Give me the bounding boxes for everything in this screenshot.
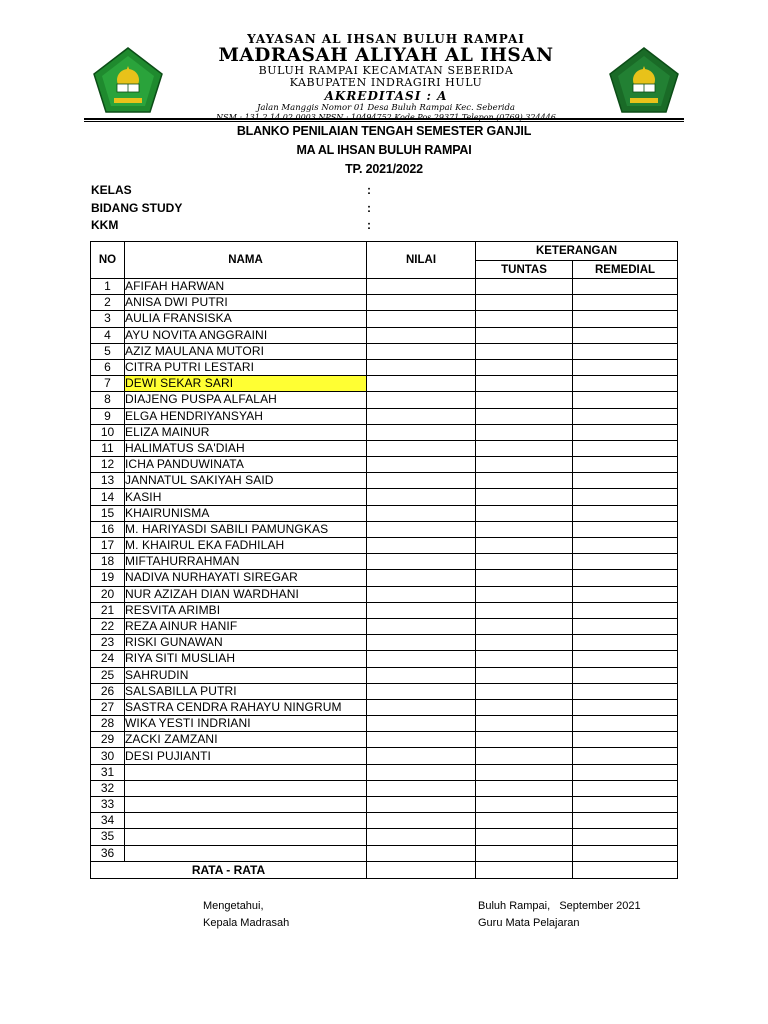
remedial-cell[interactable]: [573, 392, 678, 408]
remedial-cell[interactable]: [573, 408, 678, 424]
tuntas-cell[interactable]: [476, 392, 573, 408]
student-name: JANNATUL SAKIYAH SAID: [125, 473, 367, 489]
student-name: WIKA YESTI INDRIANI: [125, 716, 367, 732]
nilai-cell[interactable]: [367, 764, 476, 780]
table-row: [91, 489, 678, 505]
header-remedial: REMEDIAL: [573, 261, 678, 279]
foundation-name: YAYASAN AL IHSAN BULUH RAMPAI: [247, 32, 525, 46]
letterhead-rule-thick: [84, 118, 684, 120]
signature-left-line-2: Kepala Madrasah: [203, 917, 290, 929]
nilai-cell[interactable]: [367, 359, 476, 375]
row-number: 21: [91, 602, 125, 618]
row-number: 15: [91, 505, 125, 521]
tuntas-cell[interactable]: [476, 813, 573, 829]
nilai-cell[interactable]: [367, 829, 476, 845]
tuntas-cell[interactable]: [476, 780, 573, 796]
remedial-cell[interactable]: [573, 813, 678, 829]
header-nama: NAMA: [125, 242, 367, 279]
nilai-cell[interactable]: [367, 570, 476, 586]
tuntas-cell[interactable]: [476, 716, 573, 732]
tuntas-cell[interactable]: [476, 359, 573, 375]
table-row: [91, 327, 678, 343]
row-number: 2: [91, 295, 125, 311]
remedial-cell[interactable]: [573, 602, 678, 618]
student-name: AZIZ MAULANA MUTORI: [125, 343, 367, 359]
student-name: AFIFAH HARWAN: [125, 279, 367, 295]
student-name: M. KHAIRUL EKA FADHILAH: [125, 538, 367, 554]
document-title: [0, 122, 768, 179]
student-name: [125, 813, 367, 829]
table-row: [91, 521, 678, 537]
remedial-cell[interactable]: [573, 311, 678, 327]
row-number: 26: [91, 683, 125, 699]
kkm-label: KKM: [91, 218, 119, 232]
nilai-cell[interactable]: [367, 683, 476, 699]
table-row: [91, 505, 678, 521]
row-number: 6: [91, 359, 125, 375]
title-line-2: MA AL IHSAN BULUH RAMPAI: [296, 143, 472, 157]
student-name: ELGA HENDRIYANSYAH: [125, 408, 367, 424]
row-number: 23: [91, 635, 125, 651]
row-number: 10: [91, 424, 125, 440]
table-row: [91, 845, 678, 861]
remedial-cell[interactable]: [573, 521, 678, 537]
remedial-cell[interactable]: [573, 618, 678, 634]
student-name: RESVITA ARIMBI: [125, 602, 367, 618]
table-row: [91, 343, 678, 359]
table-row: [91, 748, 678, 764]
row-number: 25: [91, 667, 125, 683]
remedial-cell[interactable]: [573, 732, 678, 748]
nilai-cell[interactable]: [367, 473, 476, 489]
nilai-cell[interactable]: [367, 667, 476, 683]
remedial-cell[interactable]: [573, 279, 678, 295]
student-name: NUR AZIZAH DIAN WARDHANI: [125, 586, 367, 602]
remedial-cell[interactable]: [573, 327, 678, 343]
tuntas-cell[interactable]: [476, 489, 573, 505]
row-number: 18: [91, 554, 125, 570]
remedial-cell[interactable]: [573, 424, 678, 440]
student-name: [125, 797, 367, 813]
tuntas-cell[interactable]: [476, 538, 573, 554]
nilai-cell[interactable]: [367, 408, 476, 424]
tuntas-cell[interactable]: [476, 473, 573, 489]
student-name: [125, 780, 367, 796]
tuntas-cell[interactable]: [476, 602, 573, 618]
student-name: [125, 764, 367, 780]
student-name: HALIMATUS SA'DIAH: [125, 440, 367, 456]
table-row: [91, 295, 678, 311]
remedial-cell[interactable]: [573, 586, 678, 602]
remedial-cell[interactable]: [573, 359, 678, 375]
signature-right-line-2: Guru Mata Pelajaran: [478, 917, 580, 929]
remedial-cell[interactable]: [573, 505, 678, 521]
row-number: 7: [91, 376, 125, 392]
student-name: KASIH: [125, 489, 367, 505]
remedial-cell[interactable]: [573, 748, 678, 764]
tuntas-cell[interactable]: [476, 797, 573, 813]
tuntas-cell[interactable]: [476, 424, 573, 440]
row-number: 28: [91, 716, 125, 732]
table-row: [91, 635, 678, 651]
table-row: [91, 618, 678, 634]
tuntas-cell[interactable]: [476, 376, 573, 392]
student-name: RISKI GUNAWAN: [125, 635, 367, 651]
row-number: 34: [91, 813, 125, 829]
table-row: [91, 279, 678, 295]
nilai-cell[interactable]: [367, 311, 476, 327]
header-nilai: NILAI: [367, 242, 476, 279]
student-name: ELIZA MAINUR: [125, 424, 367, 440]
table-row: [91, 667, 678, 683]
nilai-cell[interactable]: [367, 521, 476, 537]
table-row: [91, 764, 678, 780]
row-number: 14: [91, 489, 125, 505]
row-number: 5: [91, 343, 125, 359]
remedial-cell[interactable]: [573, 343, 678, 359]
row-number: 22: [91, 618, 125, 634]
table-row: [91, 538, 678, 554]
remedial-cell[interactable]: [573, 716, 678, 732]
nilai-cell[interactable]: [367, 505, 476, 521]
nilai-cell[interactable]: [367, 748, 476, 764]
header-no: NO: [91, 242, 125, 279]
street-address: Jalan Manggis Nomor 01 Desa Buluh Rampai Kec. Seberida: [256, 103, 515, 113]
student-name: ANISA DWI PUTRI: [125, 295, 367, 311]
student-name: SAHRUDIN: [125, 667, 367, 683]
tuntas-cell[interactable]: [476, 457, 573, 473]
row-number: 29: [91, 732, 125, 748]
tuntas-cell[interactable]: [476, 327, 573, 343]
accreditation: AKREDITASI : A: [324, 89, 448, 103]
row-number: 36: [91, 845, 125, 861]
table-row: [91, 797, 678, 813]
signature-left: [203, 898, 289, 932]
nilai-cell[interactable]: [367, 699, 476, 715]
student-name: M. HARIYASDI SABILI PAMUNGKAS: [125, 521, 367, 537]
row-number: 30: [91, 748, 125, 764]
row-number: 20: [91, 586, 125, 602]
remedial-cell[interactable]: [573, 651, 678, 667]
nilai-cell[interactable]: [367, 651, 476, 667]
nilai-cell[interactable]: [367, 716, 476, 732]
nilai-cell[interactable]: [367, 457, 476, 473]
tuntas-cell[interactable]: [476, 440, 573, 456]
remedial-cell[interactable]: [573, 554, 678, 570]
address-line-1: BULUH RAMPAI KECAMATAN SEBERIDA: [258, 64, 514, 77]
nilai-cell[interactable]: [367, 424, 476, 440]
student-name: AULIA FRANSISKA: [125, 311, 367, 327]
row-number: 9: [91, 408, 125, 424]
tuntas-cell[interactable]: [476, 683, 573, 699]
nilai-cell[interactable]: [367, 376, 476, 392]
student-name: [125, 829, 367, 845]
remedial-cell[interactable]: [573, 538, 678, 554]
student-name: CITRA PUTRI LESTARI: [125, 359, 367, 375]
average-nilai-cell[interactable]: [367, 861, 476, 878]
row-number: 33: [91, 797, 125, 813]
student-name: SALSABILLA PUTRI: [125, 683, 367, 699]
nilai-cell[interactable]: [367, 845, 476, 861]
remedial-cell[interactable]: [573, 457, 678, 473]
tuntas-cell[interactable]: [476, 521, 573, 537]
remedial-cell[interactable]: [573, 295, 678, 311]
row-number: 24: [91, 651, 125, 667]
tuntas-cell[interactable]: [476, 699, 573, 715]
nilai-cell[interactable]: [367, 602, 476, 618]
row-number: 11: [91, 440, 125, 456]
bidang-study-label: BIDANG STUDY: [91, 201, 183, 215]
row-number: 1: [91, 279, 125, 295]
tuntas-cell[interactable]: [476, 635, 573, 651]
row-number: 3: [91, 311, 125, 327]
student-name: ZACKI ZAMZANI: [125, 732, 367, 748]
kelas-label: KELAS: [91, 183, 132, 197]
row-number: 13: [91, 473, 125, 489]
table-row: [91, 408, 678, 424]
remedial-cell[interactable]: [573, 699, 678, 715]
table-row: [91, 683, 678, 699]
remedial-cell[interactable]: [573, 489, 678, 505]
institution-ids: NSM : 131.2.14.02.0003 NPSN : 10494752 Kode Pos 29371 Telepon (0769) 324446: [216, 113, 556, 122]
tuntas-cell[interactable]: [476, 586, 573, 602]
header-tuntas: TUNTAS: [476, 261, 573, 279]
grade-table-body: [91, 279, 678, 862]
nilai-cell[interactable]: [367, 554, 476, 570]
student-name: AYU NOVITA ANGGRAINI: [125, 327, 367, 343]
average-tuntas-cell[interactable]: [476, 861, 573, 878]
tuntas-cell[interactable]: [476, 845, 573, 861]
row-number: 19: [91, 570, 125, 586]
nilai-cell[interactable]: [367, 327, 476, 343]
table-row: [91, 392, 678, 408]
student-name: ICHA PANDUWINATA: [125, 457, 367, 473]
remedial-cell[interactable]: [573, 764, 678, 780]
row-number: 31: [91, 764, 125, 780]
tuntas-cell[interactable]: [476, 764, 573, 780]
kemenag-emblem-icon: [92, 46, 164, 114]
table-row: [91, 780, 678, 796]
signature-left-line-1: Mengetahui,: [203, 900, 264, 912]
kkm-colon: :: [367, 218, 371, 232]
table-row: [91, 424, 678, 440]
table-row: [91, 813, 678, 829]
nilai-cell[interactable]: [367, 279, 476, 295]
tuntas-cell[interactable]: [476, 505, 573, 521]
student-name: DESI PUJIANTI: [125, 748, 367, 764]
tuntas-cell[interactable]: [476, 570, 573, 586]
nilai-cell[interactable]: [367, 343, 476, 359]
table-row: [91, 554, 678, 570]
tuntas-cell[interactable]: [476, 311, 573, 327]
letterhead-text: [168, 32, 604, 123]
student-name: RIYA SITI MUSLIAH: [125, 651, 367, 667]
row-number: 8: [91, 392, 125, 408]
student-name: DIAJENG PUSPA ALFALAH: [125, 392, 367, 408]
kelas-colon: :: [367, 183, 371, 197]
kemenag-emblem-icon: [608, 46, 680, 114]
remedial-cell[interactable]: [573, 570, 678, 586]
row-number: 4: [91, 327, 125, 343]
tuntas-cell[interactable]: [476, 651, 573, 667]
tuntas-cell[interactable]: [476, 408, 573, 424]
tuntas-cell[interactable]: [476, 295, 573, 311]
average-label: RATA - RATA: [91, 861, 367, 878]
nilai-cell[interactable]: [367, 635, 476, 651]
letterhead: [88, 32, 684, 122]
nilai-cell[interactable]: [367, 732, 476, 748]
row-number: 17: [91, 538, 125, 554]
signature-right-line-1: Buluh Rampai, September 2021: [478, 900, 641, 912]
remedial-cell[interactable]: [573, 635, 678, 651]
table-row: [91, 473, 678, 489]
table-row: [91, 457, 678, 473]
tuntas-cell[interactable]: [476, 343, 573, 359]
nilai-cell[interactable]: [367, 295, 476, 311]
table-row: [91, 699, 678, 715]
table-row: [91, 829, 678, 845]
student-name: NADIVA NURHAYATI SIREGAR: [125, 570, 367, 586]
address-line-2: KABUPATEN INDRAGIRI HULU: [289, 76, 483, 89]
table-row: [91, 586, 678, 602]
title-line-1: BLANKO PENILAIAN TENGAH SEMESTER GANJIL: [236, 124, 532, 138]
header-keterangan: KETERANGAN: [476, 242, 678, 261]
nilai-cell[interactable]: [367, 797, 476, 813]
title-line-3: TP. 2021/2022: [345, 162, 423, 176]
tuntas-cell[interactable]: [476, 829, 573, 845]
nilai-cell[interactable]: [367, 586, 476, 602]
grade-table: [90, 241, 678, 879]
remedial-cell[interactable]: [573, 440, 678, 456]
table-row: [91, 602, 678, 618]
table-row: [91, 716, 678, 732]
bidang-study-colon: :: [367, 201, 371, 215]
row-number: 12: [91, 457, 125, 473]
student-name: DEWI SEKAR SARI: [125, 376, 367, 392]
table-row: [91, 311, 678, 327]
remedial-cell[interactable]: [573, 376, 678, 392]
tuntas-cell[interactable]: [476, 667, 573, 683]
nilai-cell[interactable]: [367, 780, 476, 796]
tuntas-cell[interactable]: [476, 554, 573, 570]
table-row: [91, 359, 678, 375]
average-remedial-cell[interactable]: [573, 861, 678, 878]
student-name: KHAIRUNISMA: [125, 505, 367, 521]
table-row: [91, 570, 678, 586]
student-name: SASTRA CENDRA RAHAYU NINGRUM: [125, 699, 367, 715]
nilai-cell[interactable]: [367, 813, 476, 829]
student-name: [125, 845, 367, 861]
tuntas-cell[interactable]: [476, 618, 573, 634]
row-number: 16: [91, 521, 125, 537]
row-number: 35: [91, 829, 125, 845]
remedial-cell[interactable]: [573, 667, 678, 683]
remedial-cell[interactable]: [573, 473, 678, 489]
nilai-cell[interactable]: [367, 618, 476, 634]
student-name: REZA AINUR HANIF: [125, 618, 367, 634]
nilai-cell[interactable]: [367, 489, 476, 505]
nilai-cell[interactable]: [367, 538, 476, 554]
remedial-cell[interactable]: [573, 780, 678, 796]
remedial-cell[interactable]: [573, 797, 678, 813]
tuntas-cell[interactable]: [476, 279, 573, 295]
student-name: MIFTAHURRAHMAN: [125, 554, 367, 570]
table-row: [91, 732, 678, 748]
remedial-cell[interactable]: [573, 829, 678, 845]
nilai-cell[interactable]: [367, 440, 476, 456]
table-row: [91, 651, 678, 667]
row-number: 32: [91, 780, 125, 796]
row-number: 27: [91, 699, 125, 715]
signature-right: [478, 898, 641, 932]
remedial-cell[interactable]: [573, 845, 678, 861]
nilai-cell[interactable]: [367, 392, 476, 408]
tuntas-cell[interactable]: [476, 732, 573, 748]
tuntas-cell[interactable]: [476, 748, 573, 764]
table-row: [91, 376, 678, 392]
remedial-cell[interactable]: [573, 683, 678, 699]
table-row: [91, 440, 678, 456]
school-name: MADRASAH ALIYAH AL IHSAN: [218, 45, 554, 66]
